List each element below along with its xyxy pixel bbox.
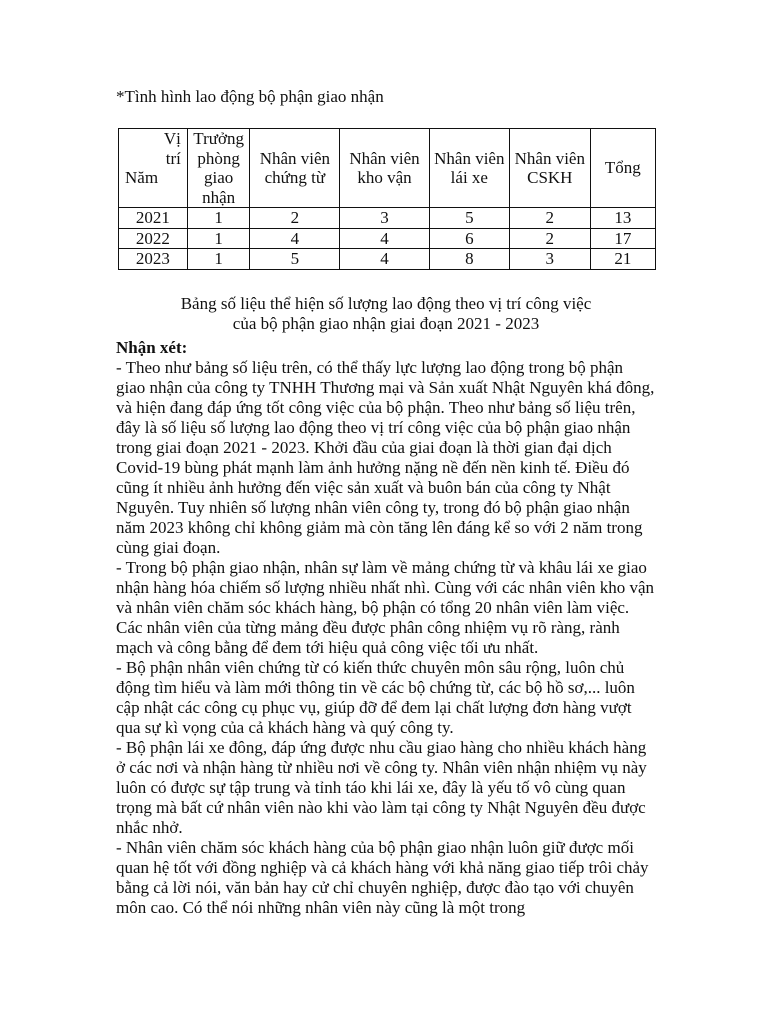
paragraph-5: - Nhân viên chăm sóc khách hàng của bộ phận giao nhận luôn giữ được mối quan hệ tốt với đồng nghiệp và cả khách hàng với khả năng giao tiếp trôi chảy bằng cả lời nói, văn bản hay cử chỉ chuyên nghiệp, được đào tạo với chuyên môn cao. Có thể nói những nhân viên này cũng là một trong [116,837,649,917]
table-cell: 3 [509,249,590,270]
header-tong: Tổng [590,129,655,208]
table-cell: 1 [187,228,250,249]
table-cell: 4 [340,249,429,270]
corner-label-position [164,129,181,168]
table-cell: 17 [590,228,655,249]
table-cell: 2021 [119,208,188,229]
table-cell: 4 [340,228,429,249]
header-chung-tu: Nhân viên chứng từ [250,129,340,208]
paragraph-3: - Bộ phận nhân viên chứng từ có kiến thức chuyên môn sâu rộng, luôn chủ động tìm hiểu và làm mới thông tin về các bộ chứng từ, các bộ hồ sơ,... luôn cập nhật các công cụ phục vụ, giúp đỡ để đem lại chất lượng đơn hàng vượt qua sự kì vọng của cả khách hàng và quý công ty. [116,657,635,737]
header-truong-phong: Trưởng phòng giao nhận [187,129,250,208]
table-caption [116,294,656,334]
labor-table [118,128,656,270]
header-cskh: Nhân viên CSKH [509,129,590,208]
table-cell: 8 [429,249,509,270]
table-cell: 5 [250,249,340,270]
table-cell: 4 [250,228,340,249]
table-cell: 1 [187,249,250,270]
document-page [116,86,656,918]
table-cell: 2023 [119,249,188,270]
table-cell: 5 [429,208,509,229]
table-cell: 21 [590,249,655,270]
table-cell: 1 [187,208,250,229]
table-cell: 2 [250,208,340,229]
header-kho-van: Nhân viên kho vận [340,129,429,208]
table-header-row [119,129,656,208]
corner-label-year: Năm [125,168,159,187]
table-cell: 13 [590,208,655,229]
remark-title: Nhận xét: [116,337,188,357]
paragraph-4: - Bộ phận lái xe đông, đáp ứng được nhu cầu giao hàng cho nhiều khách hàng ở các nơi và nhận hàng từ nhiều nơi về công ty. Nhân viên nhận nhiệm vụ này luôn có được sự tập trung và tỉnh táo khi lái xe, đây là yếu tố vô cùng quan trọng mà bất cứ nhân viên nào khi vào làm tại công ty Nhật Nguyên đều được nhắc nhở. [116,737,647,837]
table-cell: 2022 [119,228,188,249]
caption-line-1: Bảng số liệu thể hiện số lượng lao động theo vị trí công việc [180,293,592,313]
paragraph-2: - Trong bộ phận giao nhận, nhân sự làm về mảng chứng từ và khâu lái xe giao nhận hàng hóa chiếm số lượng nhiều nhất nhì. Cùng với các nhân viên kho vận và nhân viên chăm sóc khách hàng, bộ phận có tổng 20 nhân viên làm việc. Các nhân viên của từng mảng đều được phân công nhiệm vụ rõ ràng, rành mạch và công bằng để đem tới hiệu quả công việc tối ưu nhất. [116,557,655,657]
table-cell: 2 [509,208,590,229]
section-heading: *Tình hình lao động bộ phận giao nhận [116,87,384,106]
table-row [119,249,656,270]
corner-header-cell [119,129,188,208]
header-lai-xe: Nhân viên lái xe [429,129,509,208]
table-row [119,228,656,249]
corner-label-position-line1: Vị [163,129,181,148]
table-cell: 3 [340,208,429,229]
corner-label-position-line2: trí [165,148,181,168]
paragraph-1: - Theo như bảng số liệu trên, có thể thấy lực lượng lao động trong bộ phận giao nhận của công ty TNHH Thương mại và Sản xuất Nhật Nguyên khá đông, và hiện đang đáp ứng tốt công việc của bộ phận. Theo như bảng số liệu trên, đây là số liệu số lượng lao động theo vị trí công việc của bộ phận giao nhận trong giai đoạn 2021 - 2023. Khởi đầu của giai đoạn là thời gian đại dịch Covid-19 bùng phát mạnh làm ảnh hưởng nặng nề đến nền kinh tế. Điều đó cũng ít nhiều ảnh hưởng đến việc sản xuất và buôn bán của công ty Nhật Nguyên. Tuy nhiên số lượng nhân viên công ty, trong đó bộ phận giao nhận năm 2023 không chỉ không giảm mà còn tăng lên đáng kể so với 2 năm trong cùng giai đoạn. [116,357,655,557]
table-cell: 6 [429,228,509,249]
table-row [119,208,656,229]
caption-line-2: của bộ phận giao nhận giai đoạn 2021 - 2023 [232,313,540,333]
table-cell: 2 [509,228,590,249]
